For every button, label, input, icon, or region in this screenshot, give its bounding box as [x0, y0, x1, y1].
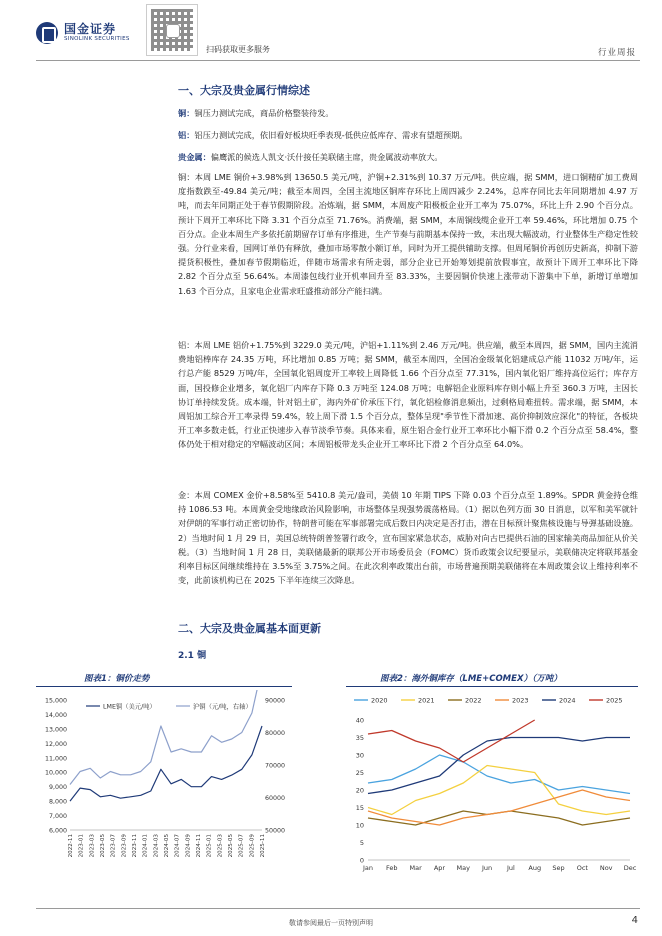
figure-1-title: 图表1：铜价走势 — [84, 674, 150, 684]
series-line-2023 — [368, 790, 630, 825]
x-tick-label: 2025-09 — [249, 834, 256, 858]
footer-disclaimer[interactable]: 敬请参阅最后一页特别声明 — [289, 919, 373, 927]
section-1-title: 一、大宗及贵金属行情综述 — [178, 84, 310, 97]
x-tick-label: 2025-03 — [217, 834, 224, 858]
x-tick-label: 2024-07 — [174, 834, 181, 858]
legend-label-2021: 2021 — [418, 696, 435, 705]
x-tick-label: 2023-03 — [89, 834, 96, 858]
x-tick-label: 2023-01 — [78, 834, 85, 858]
y-tick-label: 0 — [359, 856, 364, 865]
copper-summary — [178, 106, 638, 120]
aluminum-summary-text: 铝压力测试完成，依旧看好板块旺季表现-低供应低库存、需求有望超预期。 — [194, 130, 468, 140]
x-tick-label: Oct — [576, 864, 588, 872]
x-tick-label: 2024-01 — [142, 834, 149, 858]
y-tick-label: 40 — [355, 716, 364, 725]
company-logo — [36, 22, 130, 44]
figure-2-title: 图表2：海外铜库存（LME+COMEX）（万吨） — [380, 674, 562, 684]
x-tick-label: 2025-11 — [260, 834, 266, 858]
series-line-2020 — [368, 755, 630, 794]
y-tick-label: 25 — [355, 769, 364, 777]
x-tick-label: Aug — [528, 864, 542, 872]
x-tick-label: May — [456, 864, 470, 872]
legend-label-2022: 2022 — [465, 696, 482, 705]
left-y-tick-label: 6,000 — [48, 827, 67, 835]
subsection-copper-title: 2.1 铜 — [178, 651, 207, 661]
right-y-tick-label: 50000 — [265, 827, 286, 835]
x-tick-label: Apr — [433, 864, 446, 872]
x-tick-label: 2022-11 — [68, 834, 74, 858]
gold-detail: 金：本周 COMEX 金价+8.58%至 5410.8 美元/盎司，美债 10 年期 TIPS 下降 0.03 个百分点至 1.89%。SPDR 黄金持仓维持 1086.53 吨。本周黄金受地缘政治风险影响，市场整体呈现强势震荡格局。（1）据以色列方面 30 日消息，以军和美军就针对伊朗的军事行动正密切协作，特朗普可能在军事部署完成后数日内决定是否打击，潜在目标预计聚焦核设施与导弹基础设施。2）当地时间 1 月 29 日，美国总统特朗普签署行政令，宣布国家紧急状态，威胁对向古巴提供石油的国家输美商品加征从价关税。（3）当地时间 1 月 28 日，美联储最新的联邦公开市场委员会（FOMC）货币政策会议纪要显示，美联储决定将联邦基金利率目标区间继续维持在 3.5%至 3.75%之间。在此次利率政策出台前，市场普遍预期美联储将在本周政策会议上维持利率不变，此前该机构已在 2025 下半年连续三次降息。 — [178, 490, 638, 586]
x-tick-label: 2023-11 — [132, 834, 138, 858]
series-line-lme-copper — [70, 726, 262, 801]
left-y-tick-label: 14,000 — [44, 711, 67, 719]
left-y-tick-label: 7,000 — [48, 813, 67, 821]
precious-summary — [178, 150, 638, 164]
right-y-tick-label: 70000 — [265, 762, 286, 770]
precious-lead: 贵金属： — [178, 152, 211, 162]
section-2-title: 二、大宗及贵金属基本面更新 — [178, 622, 321, 635]
page-number: 4 — [631, 915, 638, 926]
logo-name-en: SINOLINK SECURITIES — [64, 36, 130, 42]
figure-2-rule — [346, 686, 638, 687]
x-tick-label: 2024-03 — [153, 834, 160, 858]
aluminum-lead: 铝： — [178, 130, 195, 140]
legend-label-2020: 2020 — [371, 696, 388, 705]
left-y-tick-label: 8,000 — [48, 798, 67, 806]
y-tick-label: 15 — [355, 804, 364, 812]
chart-1-legend — [86, 702, 252, 711]
aluminum-summary — [178, 128, 638, 142]
y-tick-label: 5 — [359, 839, 364, 847]
left-y-tick-label: 11,000 — [44, 755, 67, 763]
aluminum-detail: 铝：本周 LME 铝价+1.75%到 3229.0 美元/吨，沪铝+1.11%到 2.46 万元/吨。供应端，截至本周四，据 SMM，国内主流消费地铝棒库存 24.35 万吨，环比增加 0.85 万吨；据 SMM，截至本周四，全国冶金级氧化铝建成总产能 11032 万吨/年，运行总产能 8529 万吨/年，全国氧化铝周度开工率较上周降低 1.66 个百分点至 77.31%，国内氧化铝厂维持高位运行；库存方面，国投修企业增多，氧化铝厂内库存下降 0.3 万吨至 124.08 万吨；电解铝企业原料库存则小幅上升至 360.3 万吨，主因长协订单持续发货。成本端，针对铝土矿，海内外矿价承压下行，氧化铝检修消息频出，过剩格局难扭转。需求端，据 SMM，本周铝加工综合开工率录得 59.4%，较上周下滑 1.5 个百分点，整体呈现"季节性下滑加速、高价抑制效应深化"的特征，各板块开工率多数走低，行业正快速步入春节淡季节奏。具体来看，原生铝合金行业开工率环比小幅下滑 0.2 个百分点至 58.4%，整体仍处于相对稳定的窄幅波动区间；本周铝板带龙头企业开工率环比下滑 2 个百分点至 64.0%。 — [178, 340, 638, 450]
left-y-tick-label: 13,000 — [44, 726, 67, 734]
x-tick-label: 2023-05 — [100, 834, 106, 858]
copper-lead: 铜： — [178, 108, 195, 118]
series-line-2025 — [368, 720, 535, 762]
logo-name-cn: 国金证券 — [64, 22, 117, 36]
x-tick-label: 2023-07 — [110, 834, 117, 858]
y-tick-label: 35 — [355, 734, 364, 742]
x-tick-label: 2025-07 — [238, 834, 245, 858]
x-tick-label: 2023-09 — [121, 834, 128, 858]
x-tick-label: Feb — [386, 864, 398, 872]
legend-label-shfe: 沪铜（元/吨，右轴） — [193, 703, 252, 711]
left-y-tick-label: 9,000 — [48, 784, 67, 792]
x-tick-label: Jul — [506, 864, 515, 872]
right-y-tick-label: 80000 — [265, 730, 286, 737]
footer-divider — [36, 908, 640, 909]
figure-2-chart — [346, 690, 638, 886]
x-tick-label: Mar — [409, 864, 422, 872]
x-tick-label: Nov — [599, 864, 613, 872]
y-tick-label: 20 — [355, 786, 364, 795]
x-tick-label: Sep — [552, 864, 565, 872]
left-y-tick-label: 15,000 — [44, 697, 67, 705]
legend-label-2023: 2023 — [512, 696, 529, 705]
chart-2-legend — [354, 697, 623, 705]
series-line-2024 — [368, 738, 630, 794]
x-tick-label: Jun — [482, 864, 493, 872]
qr-caption: 扫码获取更多服务 — [206, 45, 270, 54]
y-tick-label: 30 — [355, 751, 364, 760]
x-tick-label: 2024-05 — [164, 834, 170, 858]
qr-code-icon[interactable] — [146, 4, 198, 56]
y-tick-label: 10 — [355, 821, 364, 830]
copper-summary-text: 铜压力测试完成，商品价格整装待发。 — [194, 108, 334, 118]
x-tick-label: Dec — [623, 864, 637, 872]
header-divider — [36, 60, 640, 61]
right-y-tick-label: 90000 — [265, 697, 286, 705]
page-header — [0, 0, 662, 64]
right-y-tick-label: 60000 — [265, 795, 286, 802]
legend-label-lme: LME铜（美元/吨） — [103, 703, 156, 711]
figure-1-chart — [36, 690, 296, 886]
x-tick-label: 2025-05 — [228, 834, 234, 858]
x-tick-label: Jan — [362, 864, 374, 872]
x-tick-label: 2024-09 — [185, 834, 192, 858]
overseas-copper-inventory-chart — [346, 690, 638, 886]
logo-icon — [36, 22, 58, 44]
copper-price-chart — [36, 690, 296, 886]
figure-1-rule — [36, 686, 292, 687]
x-tick-label: 2025-01 — [206, 834, 213, 858]
precious-summary-text: 偏鹰派的候选人凯文·沃什接任美联储主席，贵金属波动率放大。 — [210, 152, 443, 162]
x-tick-label: 2024-11 — [196, 834, 202, 858]
left-y-tick-label: 12,000 — [44, 740, 67, 748]
report-type-tag: 行业周报 — [597, 48, 636, 58]
legend-label-2024: 2024 — [559, 696, 576, 705]
legend-label-2025: 2025 — [606, 696, 623, 705]
copper-detail: 铜：本周 LME 铜价+3.98%到 13650.5 美元/吨，沪铜+2.31%到 10.37 万元/吨。供应端，据 SMM，进口铜精矿加工费周度指数跌至-49.84 美元/吨；截至本周四，全国主流地区铜库存环比上周四减少 2.24%，总库存同比去年同期增加 4.97 万吨，而去年同期正处于春节假期阶段。冶炼端，据 SMM，本周废产阳极板企业开工率为 75.07%，环比上升 2.90 个百分点。预计下周开工率环比下降 3.31 个百分点至 71.76%。消费端，据 SMM，本周铜线缆企业开工率 59.46%，环比增加 0.75 个百分点。企业本周生产多依托前期留存订单有序推进，生产节奏与前期基本保持一致，未出现大幅波动，行业整体生产稳定性较强。分行业来看，国网订单仍有释放，叠加市场零散小额订单，同时为开工提供辅助支撑。但周尾铜价再创历史新高，抑制下游提货积极性，叠加春节假期临近，伴随市场需求有所走弱，部分企业已开始筹划提前放假事宜，故预计下周开工率环比下降 2.82 个百分点至 56.64%。本周漆包线行业开机率回升至 83.33%，主要因铜价快速上涨带动下游集中下单，新增订单增加 1.63 个百分点，且家电企业需求旺盛推动部分产能扫满。 — [178, 172, 638, 296]
left-y-tick-label: 10,000 — [44, 769, 67, 777]
